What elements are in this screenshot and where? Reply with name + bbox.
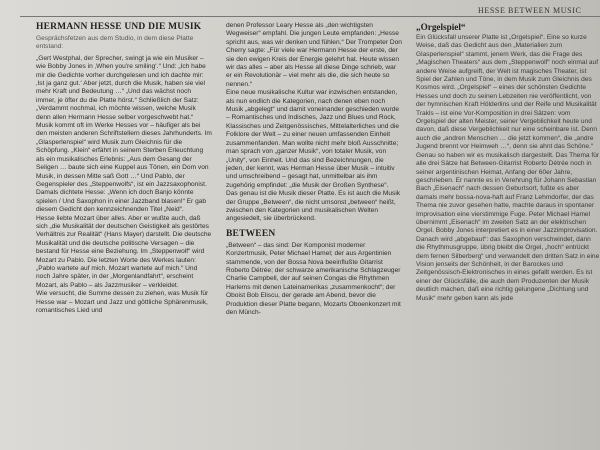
body-text-left: „Gert Westphal, der Sprecher, swingt ja wie ein Musiker – wie Bobby Jones in ‚When you're smiling‘.“ Und: „Ich habe mir die Gedichte vorher durchgelesen und ich dachte mir: ‚Ist ja ganz gut.‘ Aber jetzt, durch die Musik, haben sie viel mehr Kraft und Bedeutung …“ „Und das wächst noch immer, je öfter du die Platte hörst.“ Schließlich der Satz: „Verdammt nochmal, ich möchte wissen, welche Musik denn allen Hermann Hesse selber vorgeschwebt hat.“ Musik kommt oft im Werke Hesses vor – häufiger als bei den meisten anderen Schriftstellern dieses Jahrhunderts. Im „Glasperlenspiel“ wird Musik zum Gleichnis für die Schöpfung. „Klein“ erfährt in seinem Sterben Erleuchtung als ein musikalisches Erlebnis: „Aus dem Gesang der Seligen … baute sich eine Kuppel aus Tönen, ein Dom von Musik, in dessen Mitte saß Gott …“ Und Pablo, der Gegenspieler des „Steppenwolfs“, ist ein Jazzsaxophonist. Damals dichtete Hesse: „Wenn ich doch Banjo könnte spielen / Und Saxophon in einer Jazzband blasen!“ Er gab diesem Gedicht den kennzeichnenden Titel „Neid“. Hesse liebte Mozart über alles. Aber er wußte auch, daß sich „die Musikalität der deutschen Geistigkeit als gestörtes Verhältnis zur Realität“ (Hans Mayer) darstellt. Die deutsche Musikalität und die deutsche politische Versagen – die bestand für Hesse eine Beziehung. Im „Steppenwolf“ wird Mozart zu Pablo. Die letzten Worte des Werkes lauten: „Pablo wartete auf mich. Mozart wartete auf mich.“ Und noch Jahre später, in der „Morgenlandfahrt“, erscheint Mozart, als Pablo – als Jazzmusiker – verkleidet. Wie versucht, die Summe dessen zu ziehen, was Musik für Hesse war – Mozart und Jazz und göttliche Sphärenmusik, romantisches Lied und: [36, 54, 212, 314]
running-head: HESSE BETWEEN MUSIC: [478, 6, 582, 15]
body-text-between: „Between“ – das sind: Der Komponist moderner Konzertmusik, Peter Michael Hamel; der aus Argentinien stammende, von der Bossa Nova beeinflußte Gitarrist Roberto Détrée; der schwarze amerikanische Schlagzeuger Charlie Campbell, der auf seinen Congas die Rhythmen Harlems mit denen Lateinamerikas „zusammenkocht“; der Oboist Bob Eliscu, der gerade am Abend, bevor die Produktion dieser Platte begann, Mozarts Oboenkonzert mit den Münch-: [226, 241, 401, 316]
section-title-between: BETWEEN: [226, 228, 276, 239]
column-right: [416, 22, 600, 450]
body-text-middle: denen Professor Leary Hesse als „den wichtigsten Wegweiser“ empfahl. Die jungen Leute empfanden: „Hesse spricht aus, was wir denken und fühlen.“ Der Trompeter Don Cherry sagte: „Für viele war Hermann Hesse der erste, der sie den ewigen Kreis der Energie gelehrt hat. Heute wissen wir das alles – aber als Hesse all diese Dinge schrieb, war er ein Revolutionär – viel mehr als die, die sich heute so nennen.“ Eine neue musikalische Kultur war inzwischen entstanden, als nun endlich die Kategorien, nach denen eben noch Musik „abgelegt“ und damit voneinander geschieden wurde – Romantisches und Indisches, Jazz und Blues und Rock, Klassisches und Zeitgenössisches, Mittelalterliches und die Folklore der Welt – zu einer neuen umfassenden Einheit zusammenfanden. Man wollte nicht mehr bloß Ausschnitte; man sprach von „ganzer Musik“, von totaler Musik, von „Unity“, von Einheit. Und das sind Bezeichnungen, die jeden, der kennt, was Herman Hesse über Musik – intuitiv und umschreibend – gesagt hat, unmittelbar als ihm zugehörig empfindet: „die Musik der Großen Synthese“. Das genau ist die Musik dieser Platte. Es ist auch die Musik der Gruppe „Between“, die nicht umsonst „between“ heißt, zwischen den Kategorien und musikalischen Welten angesiedelt, sie überbrückend.: [226, 22, 402, 223]
section-title-orgelspiel: „Orgelspiel“: [416, 22, 466, 32]
article-subtitle: Gesprächsfetzen aus dem Studio, in dem diese Platte entstand:: [36, 35, 194, 51]
column-left: [36, 22, 212, 450]
article-title: HERMANN HESSE UND DIE MUSIK: [36, 22, 202, 32]
column-middle: [226, 22, 402, 450]
header-rule: [20, 16, 600, 17]
body-text-right: Ein Glücksfall unserer Platte ist „Orgelspiel“. Eine so kurze Weise, daß das Gedicht aus den „Materialien zum Glasperlenspiel“ stammt, jenem Werk, das die Frage des „Magischen Theaters“ aus dem „Steppenwolf“ noch einmal auf andere Weise aufgreift, der Welt ist magisches Theater, ist Spiel der Zahlen und Töne, in dem Musik zum Gleichnis des Kosmos wird. „Orgelspiel“ – eines der schönsten Gedichte Hesses und doch zu seinen Lebzeiten nie veröffentlicht, von der hymnischen Kraft Hölderlins und der Reife und Musikalität Trakls – ist eine Vor-Komposition in drei Sätzen: vom Orgelspiel der alten Meister, seiner Vergeblichkeit heute und davon, daß diese Vergeblichkeit nur eine scheinbare ist. Denn auch die „andren Menschen … die jetzt kommen“, die „andre Jugend brennt vor Heimweh …“, denn sie ahnt das Schöne.“ Genau so haben wir es musikalisch dargestellt. Das Thema für alle drei Sätze hat Between-Gitarrist Roberto Détrée noch in seiner argentinischen Heimat, Anfang der 60er Jahre, geschrieben. Er nannte es in Verehrung für Johann Sebastian Bach „Eisenach“ nach dessen Geburtsort, fußte es aber damals mehr bossa-nova-haft auf Franz Lehmdorfer, der das Thema nie zuvor gesehen hatte, machte daraus in spontaner Improvisation eine vierstimmige Fuge. Peter Michael Hamel übernimmt „Eisenach“ im zweiten Satz an der elektrischen Orgel. Bobby Jones interpretiert es in einer Jazzimprovisation. Danach wird „abgebaut“: das Saxophon verschwindet, dann die Rhythmusgruppe, übrig bleibt die Orgel, „hoch“ entrückt dem fernen Silberberg“ und verwandelt den dritten Satz in eine Vision jenseits der Schönheit, in der Barockes und Zeitgenössisch-Elektronisches in eines gefallt werden. Es ist einer der Glücksfälle, die auch dem Produzenten der Musik deutlich machen, daß eine richtig gelungene „Dichtung und Musik“ mehr geben kann als jede: [416, 34, 600, 302]
